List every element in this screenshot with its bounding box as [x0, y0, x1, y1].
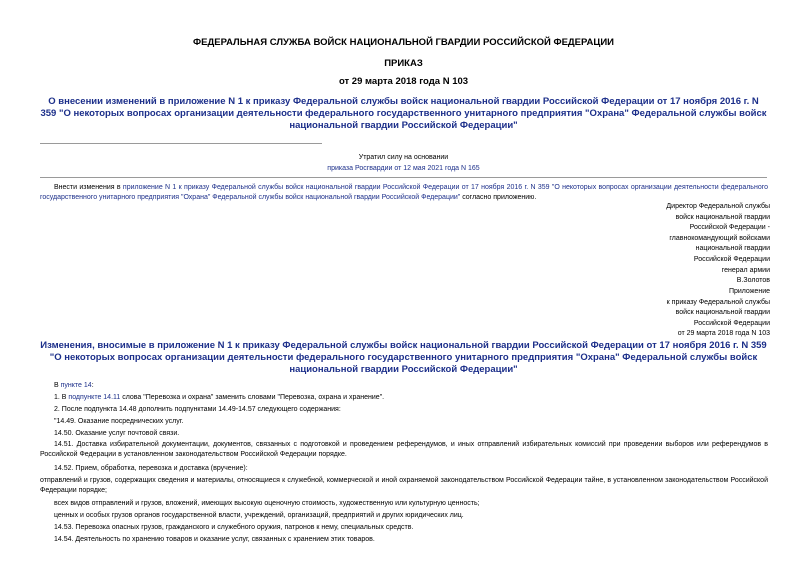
body-paragraph: "14.49. Оказание посреднических услуг.: [54, 418, 184, 425]
doc-date-number: от 29 марта 2018 года N 103: [338, 76, 469, 87]
body-paragraph: 14.54. Деятельность по хранению товаров и оказание услуг, связанных с хранением этих товаров.: [54, 536, 375, 543]
repeal-note-text: Утратил силу на основании: [358, 154, 449, 161]
body-paragraph: [54, 393, 384, 403]
signature-line: Директор Федеральной службы: [666, 203, 770, 210]
p1-suffix: слова "Перевозка и охрана" заменить словами "Перевозка, охрана и хранение".: [120, 394, 385, 401]
p1-link[interactable]: подпункте 14.11: [68, 394, 121, 401]
appendix-line: к приказу Федеральной службы: [666, 298, 770, 306]
appendix-line: Приложение: [728, 288, 770, 295]
intro-paragraph: [40, 183, 768, 203]
doc-title: [40, 96, 767, 132]
body-paragraph: [54, 381, 94, 391]
p0-prefix: В: [54, 382, 61, 389]
appendix-line: войск национальной гвардии: [675, 309, 770, 317]
appendix-reference: [620, 287, 770, 340]
body-paragraph: 14.50. Оказание услуг почтовой связи.: [54, 430, 180, 437]
body-paragraph: ценных и особых грузов органов государственной власти, учреждений, организаций, предприятий и других юридических лиц.: [54, 512, 464, 519]
intro-suffix: согласно приложению.: [460, 194, 537, 201]
body-paragraph: отправлений и грузов, содержащих сведения и материалы, относящиеся к служебной, коммерческой и иной охраняемой законодательством Российской Федерации тайне, в установленном законодательством Российской Федерации порядке;: [40, 477, 768, 494]
signature-block: [620, 202, 770, 287]
signature-line: генерал армии: [721, 266, 770, 274]
repeal-note-link[interactable]: приказа Росгвардии от 12 мая 2021 года N 165: [327, 165, 480, 172]
signature-line: Российской Федерации: [693, 255, 770, 263]
changes-title-link[interactable]: приложение N 1 к приказу Федеральной службы войск национальной гвардии Российской Федерации от 17 ноября 2016 г. N 359 "О некоторых вопросах организации деятельности федерального государственного унитарного предприятия "Охрана" Федеральной службы войск национальной гвардии Российской Федерации": [49, 340, 767, 375]
intro-prefix: Внести изменения в: [54, 184, 123, 191]
divider-long: [40, 177, 767, 178]
p0-suffix: :: [91, 382, 94, 389]
doc-type: ПРИКАЗ: [384, 58, 423, 69]
p1-prefix: 1. В: [54, 394, 69, 401]
divider-short: [40, 143, 322, 144]
signature-line: главнокомандующий войсками: [669, 234, 770, 242]
doc-title-link[interactable]: приложение N 1 к приказу Федеральной службы войск национальной гвардии Российской Федерации от 17 ноября 2016 г. N 359 "О некоторых вопросах организации деятельности федерального государственного унитарного предприятия "Охрана" Федеральной службы войск национальной гвардии Российской Федерации": [40, 96, 767, 131]
signature-line: войск национальной гвардии: [675, 213, 770, 221]
body-paragraph: 14.51. Доставка избирательной документации, документов, связанных с подготовкой и проведением референдумов, и иных отправлений избирательных комиссий при проведении выборов или референдумов в Российской Федерации в установленном законодательством Российской Федерации порядке.: [40, 441, 768, 458]
body-paragraph: всех видов отправлений и грузов, вложений, имеющих высокую оценочную стоимость, художественную или культурную ценность;: [54, 500, 480, 507]
doc-title-prefix: О внесении изменений в: [48, 96, 168, 107]
intro-link[interactable]: приложение N 1 к приказу Федеральной службы войск национальной гвардии Российской Федерации от 17 ноября 2016 г. N 359 "О некоторых вопросах организации деятельности федерального государственного унитарного предприятия "Охрана" Федеральной службы войск национальной гвардии Российской Федерации": [40, 184, 769, 201]
appendix-line: от 29 марта 2018 года N 103: [677, 330, 770, 338]
signature-line: Российской Федерации -: [689, 224, 770, 232]
agency-name: ФЕДЕРАЛЬНАЯ СЛУЖБА ВОЙСК НАЦИОНАЛЬНОЙ ГВАРДИИ РОССИЙСКОЙ ФЕДЕРАЦИИ: [193, 37, 614, 48]
signature-line: национальной гвардии: [695, 245, 770, 253]
body-paragraph: 14.53. Перевозка опасных грузов, гражданского и служебного оружия, патронов к нему, специальных средств.: [54, 524, 414, 531]
p0-link[interactable]: пункте 14: [60, 382, 92, 389]
changes-title: [40, 340, 767, 376]
body-paragraph: 2. После подпункта 14.48 дополнить подпунктами 14.49-14.57 следующего содержания:: [54, 406, 341, 413]
body-paragraph: 14.52. Прием, обработка, перевозка и доставка (вручение):: [54, 465, 248, 472]
changes-title-prefix: Изменения, вносимые в: [40, 340, 158, 351]
appendix-line: Российской Федерации: [693, 319, 770, 327]
signature-line: В.Золотов: [736, 277, 770, 285]
